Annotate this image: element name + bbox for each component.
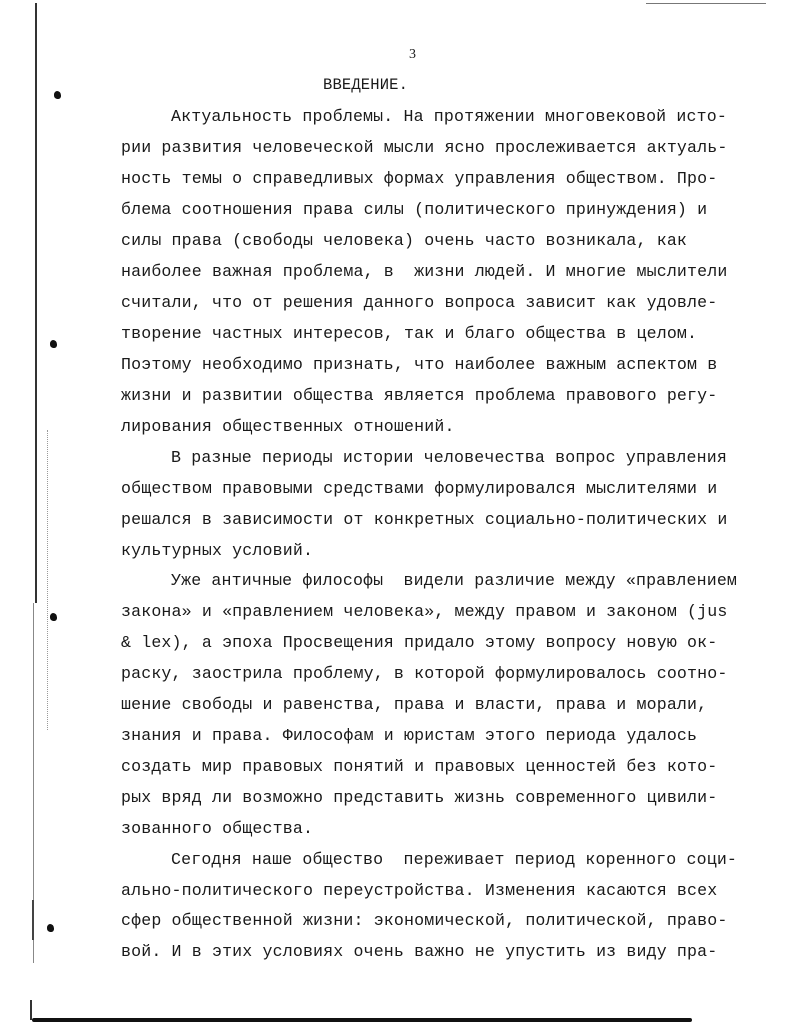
text-line: Уже античные философы видели различие между «правлением <box>171 571 738 590</box>
text-line: творение частных интересов, так и благо общества в целом. <box>121 324 698 343</box>
text-line: закона» и «правлением человека», между правом и законом (jus <box>121 602 728 621</box>
text-line: лирования общественных отношений. <box>121 417 455 436</box>
text-line: зованного общества. <box>121 819 314 838</box>
text-line: культурных условий. <box>121 541 314 560</box>
text-line: раску, заострила проблему, в которой формулировалось соотно- <box>121 664 728 683</box>
scan-noise-dots <box>47 430 49 730</box>
scan-edge-corner <box>30 1000 32 1020</box>
text-line: & lex), а эпоха Просвещения придало этому вопросу новую ок- <box>121 633 718 652</box>
text-line: Актуальность проблемы. На протяжении многовековой исто- <box>171 107 727 126</box>
page-heading: ВВЕДЕНИЕ. <box>323 76 409 94</box>
text-line: силы права (свободы человека) очень часто возникала, как <box>121 231 688 250</box>
text-line: Сегодня наше общество переживает период коренного соци- <box>171 850 738 869</box>
text-line: создать мир правовых понятий и правовых ценностей без кото- <box>121 757 718 776</box>
scan-edge-bottom <box>32 1018 692 1022</box>
scan-edge-top <box>646 3 766 4</box>
text-line: Поэтому необходимо признать, что наиболее важным аспектом в <box>121 355 718 374</box>
text-line: сфер общественной жизни: экономической, политической, право- <box>121 911 728 930</box>
text-line: рии развития человеческой мысли ясно прослеживается актуаль- <box>121 138 728 157</box>
text-line: ность темы о справедливых формах управления обществом. Про- <box>121 169 718 188</box>
text-line: жизни и развитии общества является проблема правового регу- <box>121 386 718 405</box>
text-line: наиболее важная проблема, в жизни людей. И многие мыслители <box>121 262 728 281</box>
text-line: вой. И в этих условиях очень важно не упустить из виду пра- <box>121 942 718 961</box>
text-line: решался в зависимости от конкретных социально-политических и <box>121 510 728 529</box>
text-line: обществом правовыми средствами формулировался мыслителями и <box>121 479 718 498</box>
text-line: блема соотношения права силы (политического принуждения) и <box>121 200 708 219</box>
binding-hole-mark <box>50 613 57 621</box>
text-line: В разные периоды истории человечества вопрос управления <box>171 448 727 467</box>
text-line: знания и права. Философам и юристам этого периода удалось <box>121 726 698 745</box>
scan-edge-left <box>35 3 37 603</box>
text-line: шение свободы и равенства, права и власти, права и морали, <box>121 695 708 714</box>
binding-hole-mark <box>47 924 54 932</box>
binding-hole-mark <box>50 340 57 348</box>
text-line: ально-политического переустройства. Изменения касаются всех <box>121 881 718 900</box>
scan-edge-left-mark <box>32 900 34 940</box>
text-line: рых вряд ли возможно представить жизнь современного цивили- <box>121 788 718 807</box>
text-line: считали, что от решения данного вопроса зависит как удовле- <box>121 293 718 312</box>
page-number: 3 <box>409 47 417 62</box>
binding-hole-mark <box>54 91 61 99</box>
